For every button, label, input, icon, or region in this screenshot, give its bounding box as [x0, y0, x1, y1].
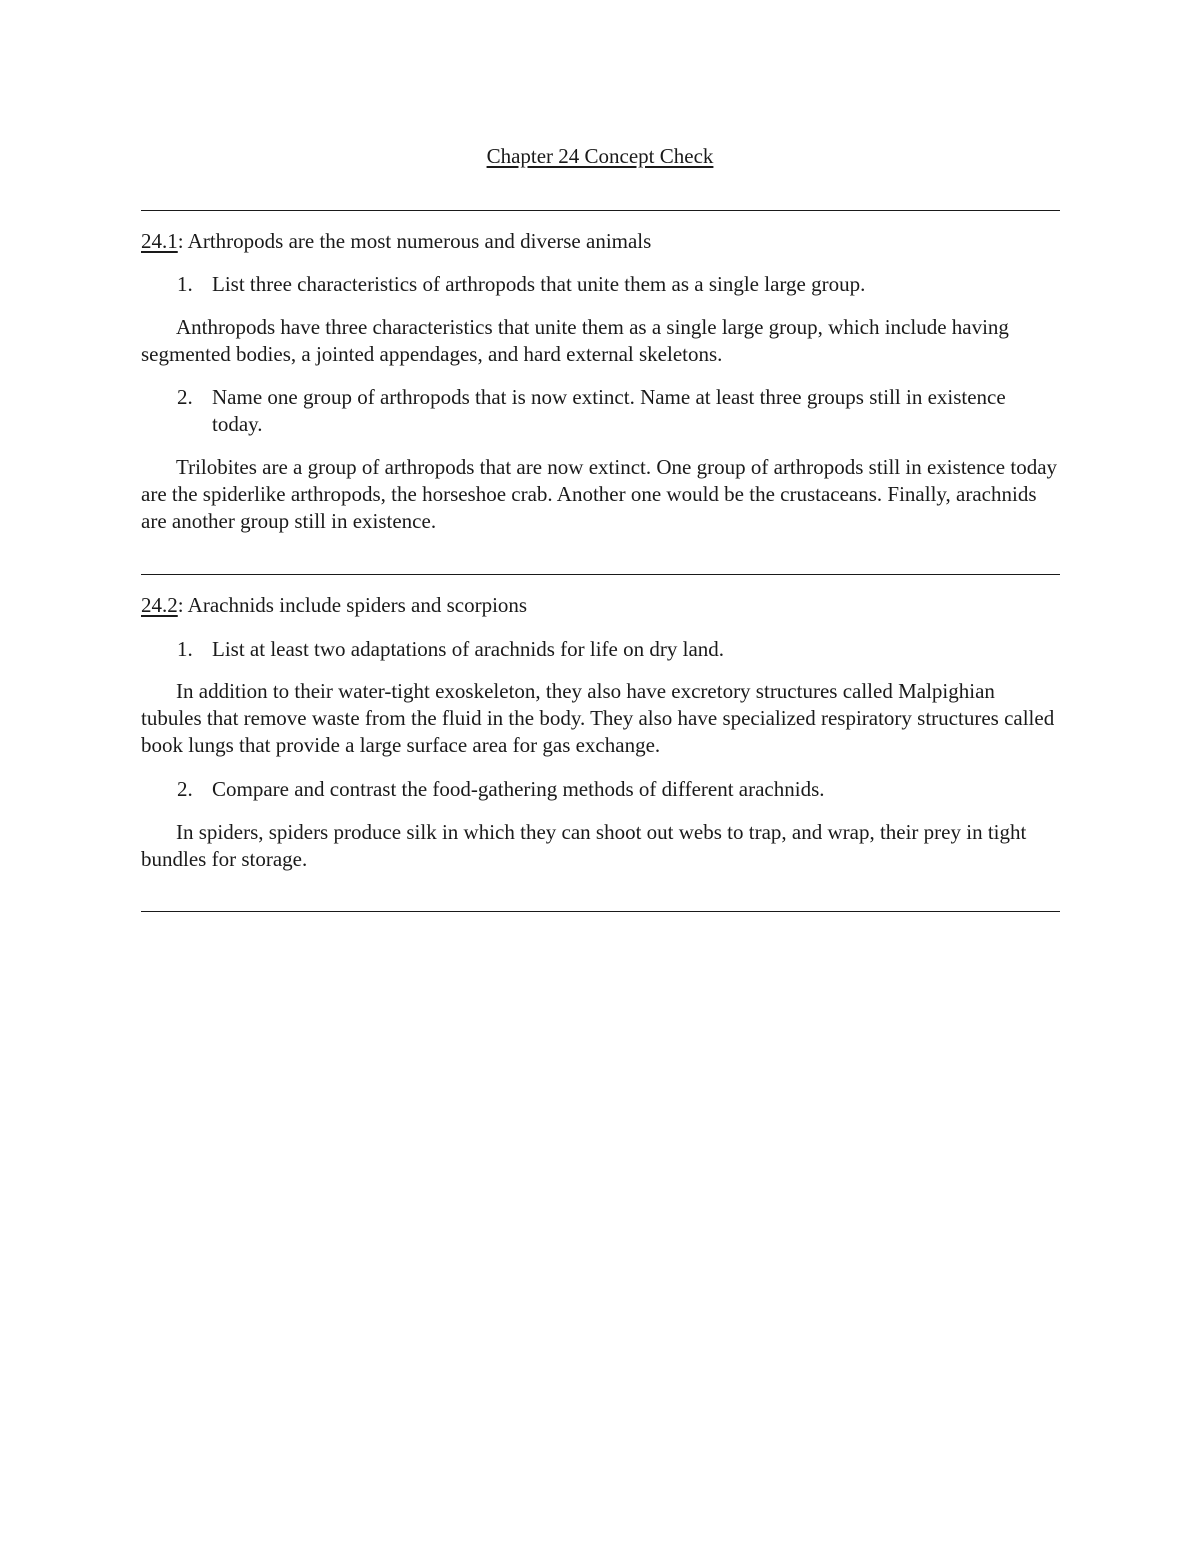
question-item	[141, 636, 1060, 663]
section-title: : Arthropods are the most numerous and diverse animals	[177, 229, 652, 253]
question-text: List at least two adaptations of arachnids for life on dry land.	[212, 637, 725, 661]
section-title: : Arachnids include spiders and scorpions	[177, 593, 528, 617]
section-heading	[141, 592, 1060, 619]
question-number: 1.	[177, 637, 193, 661]
answer-paragraph: Trilobites are a group of arthropods that are now extinct. One group of arthropods still in existence today are the spiderlike arthropods, the horseshoe crab. Another one would be the crustaceans. Finally, arachnids are another group still in existence.	[141, 455, 1058, 533]
question-text: Name one group of arthropods that is now extinct. Name at least three groups still in existence today.	[212, 385, 1006, 436]
question-number: 2.	[177, 385, 193, 409]
section-heading	[141, 228, 1060, 255]
answer-paragraph: In spiders, spiders produce silk in which they can shoot out webs to trap, and wrap, their prey in tight bundles for storage.	[141, 820, 1027, 871]
section-number: 24.1	[141, 229, 178, 253]
answer-paragraph: Anthropods have three characteristics that unite them as a single large group, which include having segmented bodies, a jointed appendages, and hard external skeletons.	[141, 315, 1009, 366]
question-number: 1.	[177, 272, 193, 296]
section-divider	[141, 911, 1060, 912]
question-item	[141, 271, 1060, 298]
section-number: 24.2	[141, 593, 178, 617]
section-divider	[141, 210, 1060, 211]
question-text: List three characteristics of arthropods that unite them as a single large group.	[212, 272, 866, 296]
page-title: Chapter 24 Concept Check	[486, 144, 714, 168]
question-item	[141, 384, 1060, 438]
question-number: 2.	[177, 777, 193, 801]
answer-paragraph: In addition to their water-tight exoskeleton, they also have excretory structures called Malpighian tubules that remove waste from the fluid in the body. They also have specialized respiratory structures called book lungs that provide a large surface area for gas exchange.	[141, 679, 1055, 757]
question-text: Compare and contrast the food-gathering methods of different arachnids.	[212, 777, 825, 801]
section-divider	[141, 574, 1060, 575]
question-item	[141, 776, 1060, 803]
